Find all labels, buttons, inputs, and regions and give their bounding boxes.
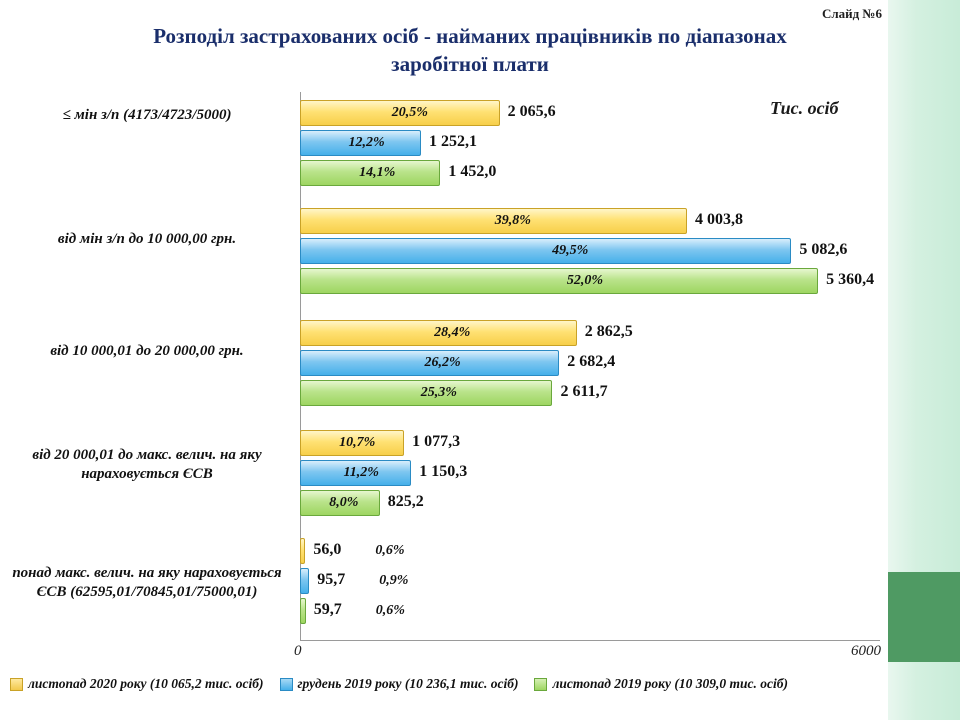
category-label: понад макс. велич. на яку нараховується ЄСВ (62595,01/70845,01/75000,01) [12,565,282,600]
x-axis-line [300,640,880,641]
bar-value-label: 2 065,6 [507,103,556,120]
chart-group [32,430,880,526]
x-axis-tick-max: 6000 [851,643,881,659]
x-axis-tick-min: 0 [294,643,302,659]
legend-item[interactable] [10,676,264,692]
bar-value-label: 56,0 [313,541,342,558]
bar-value-label: 2 682,4 [567,353,616,370]
bar-value-label: 2 611,7 [560,383,608,400]
bar-value-label: 5 360,4 [826,271,875,288]
bar-percent-label: 28,4% [434,325,471,340]
legend-swatch-icon [534,678,547,691]
page-title: Розподіл застрахованих осіб - найманих працівників по діапазонах заробітної плати [153,24,787,77]
legend-label: листопад 2020 року (10 065,2 тис. осіб) [28,676,264,691]
bar-percent-label: 25,3% [420,385,457,400]
bar-value-label: 1 452,0 [448,163,497,180]
bar-value-label: 5 082,6 [799,241,848,258]
legend-item[interactable] [280,676,519,692]
bar-percent-label: 39,8% [494,213,531,228]
bar-percent-label: 20,5% [391,105,428,120]
bar-value-label: 95,7 [317,571,346,588]
chart-bar[interactable] [300,268,818,294]
bar-percent-label: 14,1% [359,165,396,180]
category-label: від 20 000,01 до макс. велич. на яку нараховується ЄСВ [32,447,262,482]
legend-label: листопад 2019 року (10 309,0 тис. осіб) [552,676,788,691]
chart-bar[interactable] [300,568,309,594]
chart-bar[interactable] [300,538,305,564]
slide-number: Слайд №6 [821,6,882,21]
bar-percent-label: 0,9% [379,573,409,588]
legend-swatch-icon [280,678,293,691]
category-label: від мін з/п до 10 000,00 грн. [57,231,237,247]
chart-group [62,100,880,196]
bar-percent-label: 0,6% [375,603,405,618]
bar-percent-label: 52,0% [566,273,604,288]
bar-value-label: 4 003,8 [695,211,744,228]
chart-group [50,320,880,416]
legend-label: грудень 2019 року (10 236,1 тис. осіб) [297,676,519,691]
bar-value-label: 59,7 [313,601,342,618]
category-label: від 10 000,01 до 20 000,00 грн. [50,343,244,359]
bar-value-label: 1 150,3 [419,463,468,480]
chart-legend [10,676,890,692]
chart-bar[interactable] [300,598,306,624]
chart-bar[interactable] [300,208,687,234]
bar-percent-label: 12,2% [348,135,385,150]
category-label: ≤ мін з/п (4173/4723/5000) [62,107,232,123]
bar-percent-label: 10,7% [339,435,376,450]
chart-group [12,538,880,634]
bar-value-label: 825,2 [387,493,424,510]
bar-percent-label: 8,0% [329,495,359,510]
bar-percent-label: 49,5% [552,243,589,258]
chart-group [57,208,880,304]
legend-item[interactable] [534,676,788,692]
units-label: Тис. осіб [770,98,839,118]
decorative-green-block [888,572,960,662]
bar-percent-label: 26,2% [424,355,461,370]
bar-percent-label: 0,6% [375,543,405,558]
bar-value-label: 2 862,5 [584,323,633,340]
chart-bar[interactable] [300,238,791,264]
bar-value-label: 1 077,3 [412,433,461,450]
bar-percent-label: 11,2% [343,465,379,480]
chart-plot-area [12,92,880,640]
legend-swatch-icon [10,678,23,691]
bar-value-label: 1 252,1 [429,133,478,150]
